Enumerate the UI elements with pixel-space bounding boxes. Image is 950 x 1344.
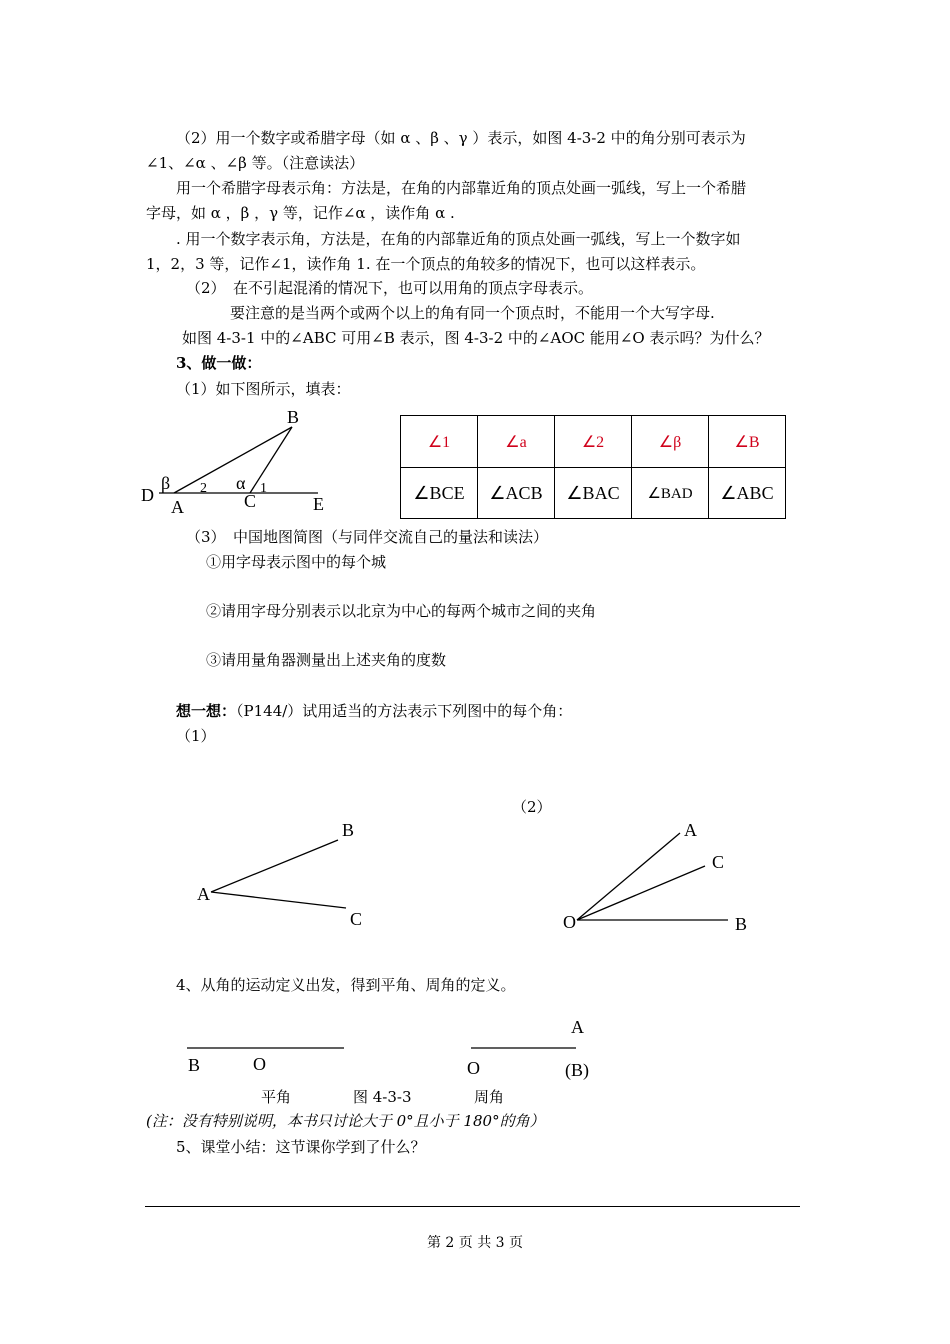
paragraph-question: 如图 4-3-1 中的∠ABC 可用∠B 表示，图 4-3-2 中的∠AOC 能用∠O 表示吗？为什么？ (182, 329, 770, 347)
point-label-D: D (141, 485, 154, 505)
paragraph-number-method-cont: 1，2，3 等，记作∠1，读作角 1. 在一个顶点的角较多的情况下，也可以这样表示。 (146, 255, 706, 273)
round-point-B: (B) (565, 1060, 589, 1080)
fig2-point-A: A (684, 820, 697, 840)
fig1-point-A: A (197, 884, 210, 904)
fig2-point-O: O (563, 912, 576, 932)
angle-table-value-cell: ∠BAD (632, 468, 709, 519)
paragraph-greek-notation: （2）用一个数字或希腊字母（如 α 、β 、γ ）表示，如图 4-3-2 中的角分别可表示为 (176, 129, 746, 147)
angle-range-note: (注：没有特别说明，本书只讨论大于 0°且小于 180°的角） (146, 1112, 545, 1130)
section3-item3: （3） 中国地图简图（与同伴交流自己的量法和读法） (186, 528, 549, 546)
caption-figure-number: 图 4-3-3 (353, 1088, 412, 1106)
point-label-C: C (244, 491, 257, 511)
section3-sub2: ②请用字母分别表示以北京为中心的每两个城市之间的夹角 (206, 602, 597, 620)
think-fig1-label: （1） (176, 727, 216, 745)
fig2-point-B: B (735, 914, 748, 934)
angle-table-header-cell: ∠2 (555, 416, 632, 468)
angle-table-header-cell: ∠β (632, 416, 709, 468)
footer-divider (145, 1206, 800, 1207)
point-label-A: A (171, 497, 184, 517)
caption-straight-angle: 平角 (261, 1088, 292, 1106)
angle-table-value-cell: ∠ACB (478, 468, 555, 519)
section3-item1: （1）如下图所示，填表： (176, 380, 351, 398)
straight-point-B: B (188, 1055, 201, 1075)
section3-sub1: ①用字母表示图中的每个城 (206, 553, 387, 571)
section4-text: 4、从角的运动定义出发，得到平角、周角的定义。 (176, 976, 516, 994)
angle-table-value-cell: ∠ABC (709, 468, 786, 519)
fig1-point-C: C (350, 909, 363, 929)
think-title: 想一想： (176, 702, 237, 720)
angle-table-value-cell: ∠BCE (401, 468, 478, 519)
angle-table-value-cell: ∠BAC (555, 468, 632, 519)
paragraph-number-method: . 用一个数字表示角，方法是，在角的内部靠近角的顶点处画一弧线，写上一个数字如 (176, 230, 741, 248)
angle-table-header-cell: ∠a (478, 416, 555, 468)
section5-text: 5、课堂小结：这节课你学到了什么？ (176, 1138, 426, 1156)
section3-heading: 3、做一做： (176, 354, 262, 372)
point-label-B: B (287, 407, 300, 427)
fig1-point-B: B (342, 820, 355, 840)
think-text: （P144/）试用适当的方法表示下列图中的每个角： (236, 702, 573, 720)
angle-table-header-cell: ∠B (709, 416, 786, 468)
angle-label-1: 1 (260, 481, 267, 496)
paragraph-greek-notation-cont: ∠1、∠α 、∠β 等。（注意读法） (146, 154, 365, 172)
page-footer: 第 2 页 共 3 页 (426, 1235, 524, 1251)
caption-round-angle: 周角 (474, 1088, 505, 1106)
fig2-point-C: C (712, 852, 725, 872)
point-label-E: E (313, 494, 324, 514)
angle-label-beta: β (161, 473, 171, 493)
round-point-A: A (571, 1017, 584, 1037)
section3-sub3: ③请用量角器测量出上述夹角的度数 (206, 651, 447, 669)
think-fig2-label: （2） (512, 798, 552, 816)
paragraph-greek-method: 用一个希腊字母表示角：方法是，在角的内部靠近角的顶点处画一弧线，写上一个希腊 (176, 179, 747, 197)
angle-table-header-cell: ∠1 (401, 416, 478, 468)
angle-label-2: 2 (200, 481, 207, 496)
paragraph-greek-method-cont: 字母，如 α ，β ，γ 等，记作∠α ，读作角 α . (146, 204, 455, 222)
paragraph-vertex-letter: （2） 在不引起混淆的情况下，也可以用角的顶点字母表示。 (186, 279, 594, 297)
straight-point-O: O (253, 1054, 266, 1074)
round-point-O: O (467, 1058, 480, 1078)
paragraph-note-vertex: 要注意的是当两个或两个以上的角有同一个顶点时，不能用一个大写字母. (230, 304, 715, 322)
angle-label-alpha: α (236, 473, 246, 493)
